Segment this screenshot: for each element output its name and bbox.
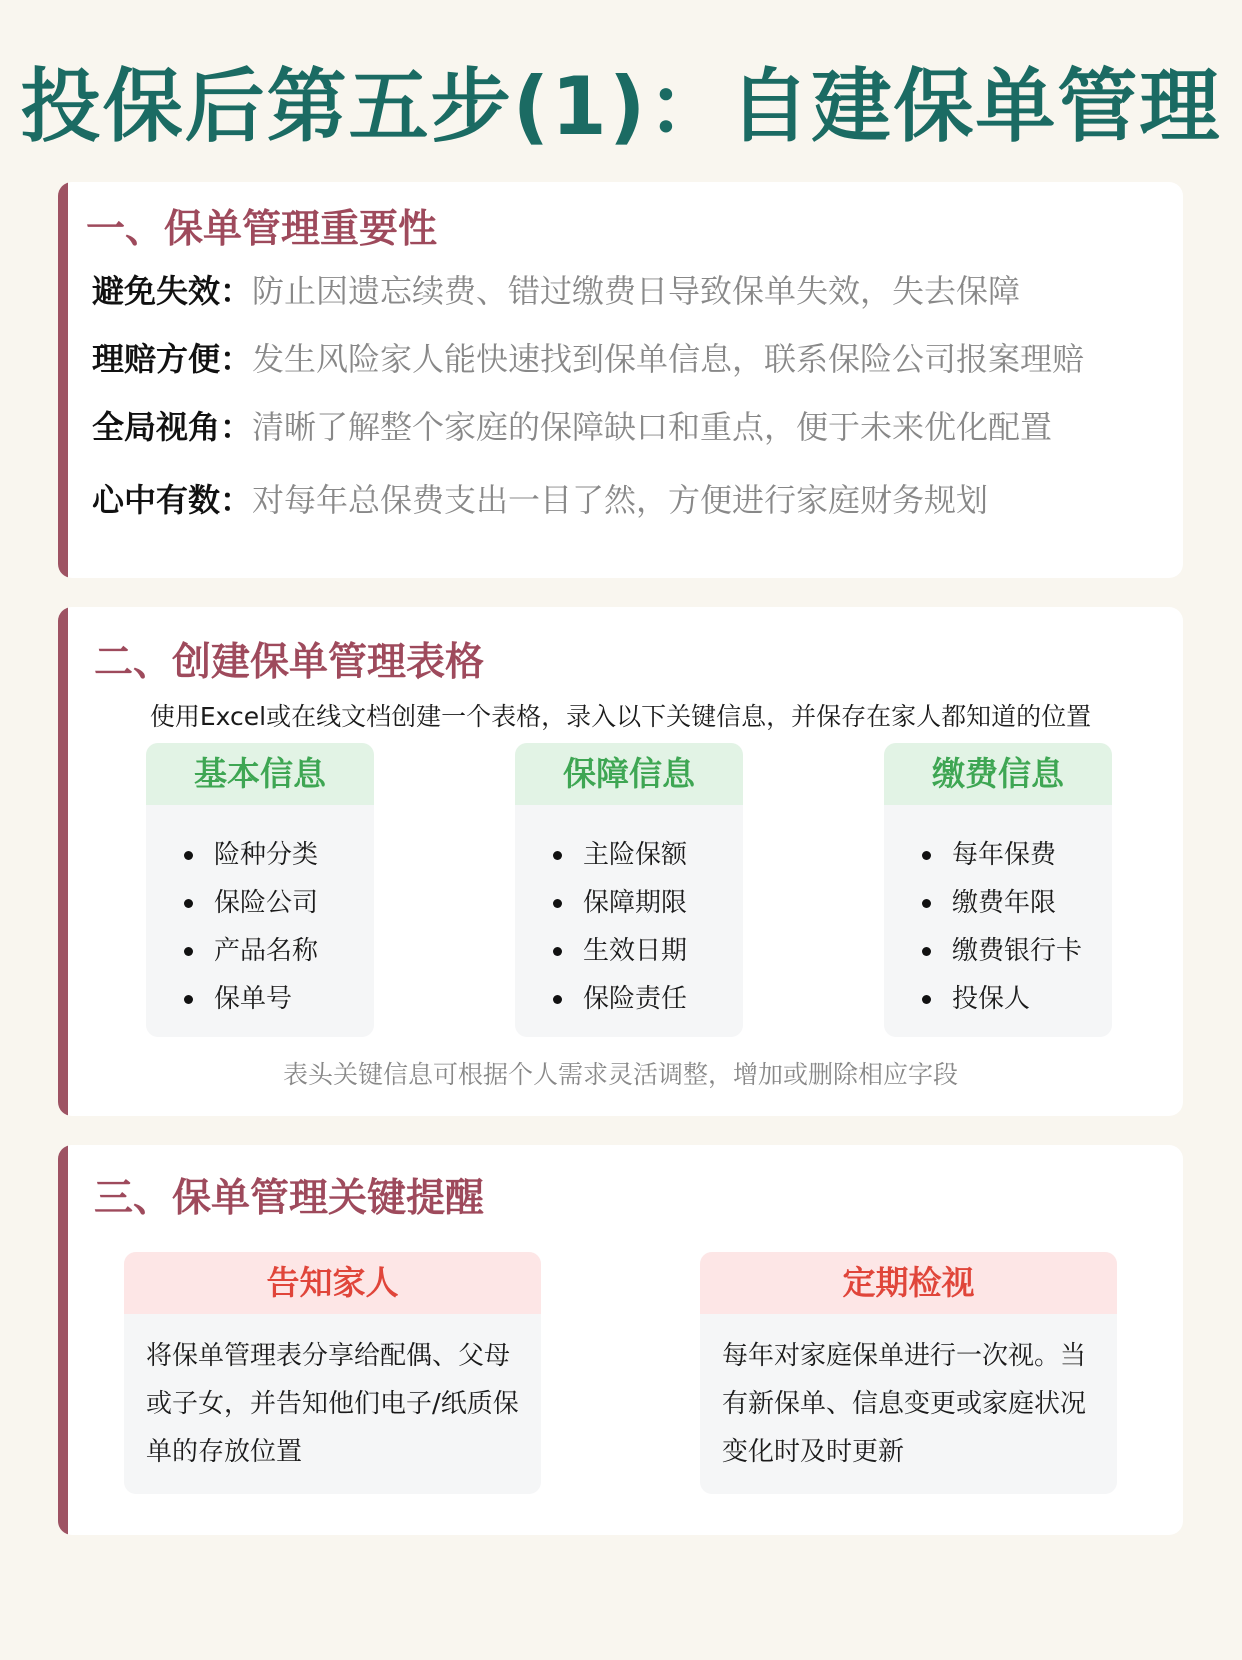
page-title: 投保后第五步(1)：自建保单管理 [20, 60, 1222, 153]
list-item: 主险保额 [553, 831, 743, 879]
importance-item [92, 334, 1084, 380]
importance-item [92, 475, 988, 521]
accent-bar [58, 1145, 68, 1535]
tip-title: 告知家人 [124, 1252, 541, 1314]
importance-label: 心中有数： [92, 481, 253, 519]
section-heading-importance: 一、保单管理重要性 [86, 207, 438, 252]
importance-card [58, 182, 1183, 578]
info-group-list [884, 805, 1112, 1023]
accent-bar [58, 607, 68, 1116]
tip-card-inform-family [124, 1252, 541, 1494]
importance-text: 发生风险家人能快速找到保单信息，联系保险公司报案理赔 [252, 340, 1085, 378]
list-item: 保险责任 [553, 975, 743, 1023]
info-group-title: 基本信息 [146, 743, 374, 805]
list-item: 保单号 [184, 975, 374, 1023]
list-item: 缴费银行卡 [922, 927, 1112, 975]
importance-label: 理赔方便： [92, 340, 253, 378]
importance-label: 避免失效： [92, 272, 253, 310]
info-group-payment [884, 743, 1112, 1037]
list-item: 保障期限 [553, 879, 743, 927]
tip-text: 将保单管理表分享给配偶、父母或子女，并告知他们电子/纸质保单的存放位置 [146, 1341, 519, 1467]
tip-title: 定期检视 [700, 1252, 1117, 1314]
info-group-basic [146, 743, 374, 1037]
list-item: 险种分类 [184, 831, 374, 879]
info-group-coverage [515, 743, 743, 1037]
importance-text: 对每年总保费支出一目了然，方便进行家庭财务规划 [252, 481, 989, 519]
list-item: 每年保费 [922, 831, 1112, 879]
info-group-title: 保障信息 [515, 743, 743, 805]
list-item: 缴费年限 [922, 879, 1112, 927]
importance-label: 全局视角： [92, 408, 253, 446]
importance-item [92, 402, 1052, 448]
reminders-card [58, 1145, 1183, 1535]
section-heading-reminders: 三、保单管理关键提醒 [94, 1176, 485, 1221]
tip-card-regular-review [700, 1252, 1117, 1494]
list-item: 投保人 [922, 975, 1112, 1023]
info-group-title: 缴费信息 [884, 743, 1112, 805]
accent-bar [58, 182, 68, 578]
table-card [58, 607, 1183, 1116]
importance-text: 清晰了解整个家庭的保障缺口和重点，便于未来优化配置 [252, 408, 1053, 446]
importance-text: 防止因遗忘续费、错过缴费日导致保单失效，失去保障 [252, 272, 1021, 310]
info-group-list [146, 805, 374, 1023]
table-intro: 使用Excel或在线文档创建一个表格，录入以下关键信息，并保存在家人都知道的位置 [149, 702, 1092, 731]
section-heading-table: 二、创建保单管理表格 [94, 640, 485, 685]
list-item: 生效日期 [553, 927, 743, 975]
list-item: 产品名称 [184, 927, 374, 975]
importance-item [92, 266, 1020, 312]
tip-text: 每年对家庭保单进行一次视。当有新保单、信息变更或家庭状况变化时及时更新 [722, 1341, 1087, 1467]
info-group-list [515, 805, 743, 1023]
table-note: 表头关键信息可根据个人需求灵活调整，增加或删除相应字段 [282, 1060, 958, 1089]
list-item: 保险公司 [184, 879, 374, 927]
